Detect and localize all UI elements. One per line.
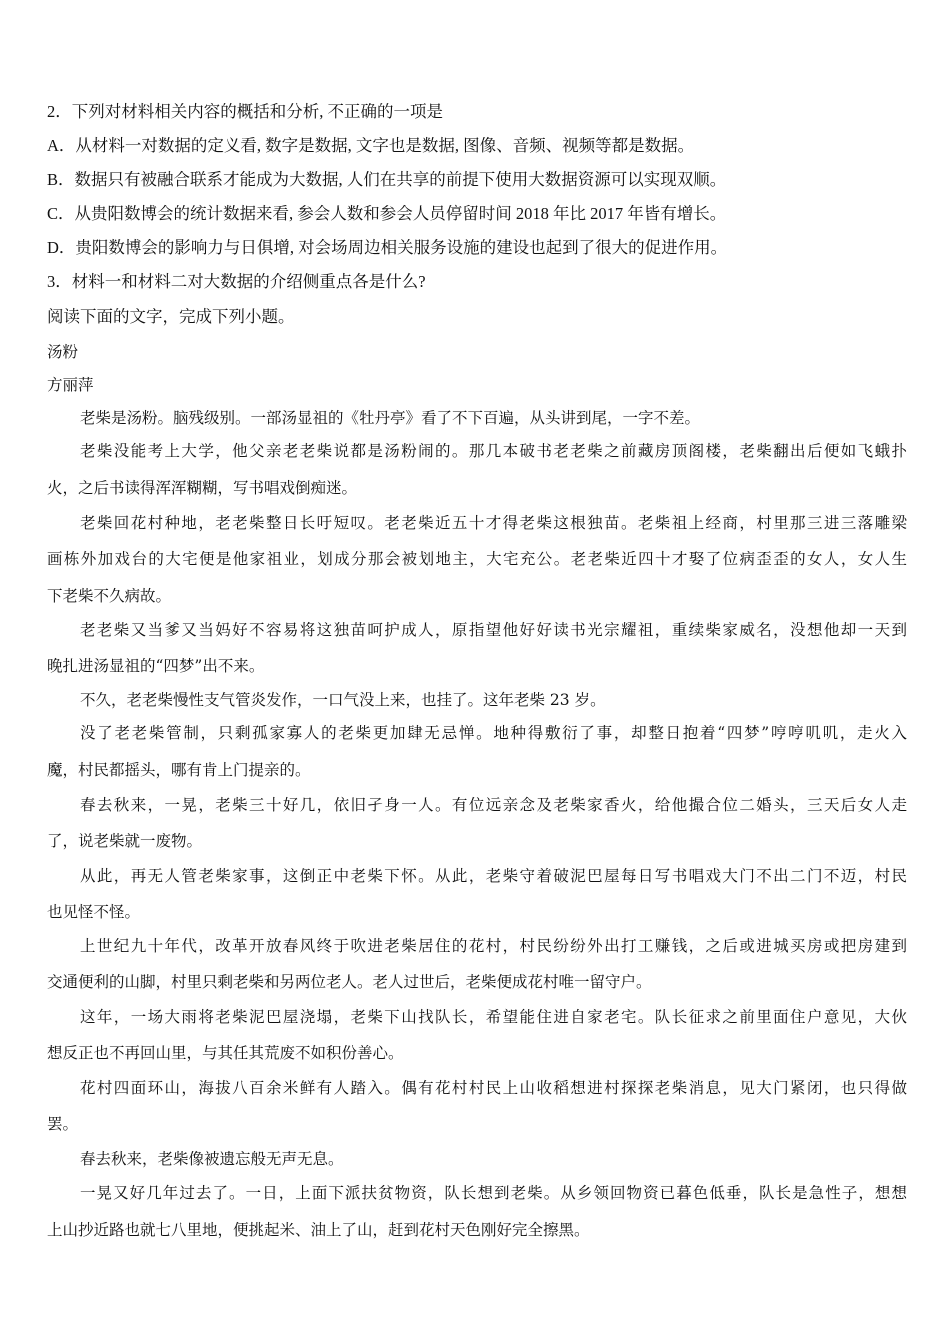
story-author: 方丽萍 bbox=[47, 376, 94, 394]
reading-instruction: 阅读下面的文字，完成下列小题。 bbox=[47, 307, 295, 326]
question-3: 3．材料一和材料二对大数据的介绍侧重点各是什么? bbox=[47, 272, 426, 291]
story-line: 老老柴又当爹又当妈好不容易将这独苗呵护成人，原指望他好好读书光宗耀祖，重续柴家威名，没想他却一天到 bbox=[80, 621, 907, 639]
story-line: 了，说老柴就一废物。 bbox=[47, 832, 203, 850]
question-2: 2．下列对材料相关内容的概括和分析, 不正确的一项是 bbox=[47, 102, 443, 121]
story-line: 不久，老老柴慢性支气管炎发作，一口气没上来，也挂了。这年老柴 23 岁。 bbox=[80, 691, 606, 709]
story-line: 老柴是汤粉。脑残级别。一部汤显祖的《牡丹亭》看了不下百遍，从头讲到尾，一字不差。 bbox=[80, 409, 701, 427]
story-line: 一晃又好几年过去了。一日，上面下派扶贫物资，队长想到老柴。从乡领回物资已暮色低垂，队长是急性子，想想 bbox=[80, 1184, 907, 1202]
story-line: 春去秋来，老柴像被遗忘般无声无息。 bbox=[80, 1150, 344, 1168]
story-line: 火，之后书读得浑浑糊糊，写书唱戏倒痴迷。 bbox=[47, 479, 358, 497]
story-line: 魔，村民都摇头，哪有肯上门提亲的。 bbox=[47, 761, 311, 779]
question-2-option-d: D．贵阳数博会的影响力与日俱增, 对会场周边相关服务设施的建设也起到了很大的促进作用。 bbox=[47, 238, 728, 257]
story-line: 罢。 bbox=[47, 1115, 79, 1133]
story-line: 老柴没能考上大学，他父亲老老柴说都是汤粉闹的。那几本破书老老柴之前藏房顶阁楼，老柴翻出后便如飞蛾扑 bbox=[80, 442, 907, 460]
story-line: 春去秋来，一晃，老柴三十好几，依旧孑身一人。有位远亲念及老柴家香火，给他撮合位二婚头，三天后女人走 bbox=[80, 796, 907, 814]
story-title: 汤粉 bbox=[47, 343, 79, 361]
story-line: 老柴回花村种地，老老柴整日长吁短叹。老老柴近五十才得老柴这根独苗。老柴祖上经商，村里那三进三落雕梁 bbox=[80, 514, 907, 532]
question-2-option-a: A．从材料一对数据的定义看, 数字是数据, 文字也是数据, 图像、音频、视频等都是数据。 bbox=[47, 136, 695, 155]
story-line: 下老柴不久病故。 bbox=[47, 587, 172, 605]
story-line: 画栋外加戏台的大宅便是他家祖业，划成分那会被划地主，大宅充公。老老柴近四十才娶了位病歪歪的女人，女人生 bbox=[47, 550, 907, 568]
story-line: 也见怪不怪。 bbox=[47, 903, 141, 921]
story-line: 没了老老柴管制，只剩孤家寡人的老柴更加肆无忌惮。地种得敷衍了事，却整日抱着“四梦”哼哼叽叽，走火入 bbox=[80, 724, 907, 742]
story-line: 上世纪九十年代，改革开放春风终于吹进老柴居住的花村，村民纷纷外出打工赚钱，之后或进城买房或把房建到 bbox=[80, 937, 907, 955]
story-line: 上山抄近路也就七八里地，便挑起米、油上了山，赶到花村天色刚好完全擦黑。 bbox=[47, 1221, 590, 1239]
question-2-option-b: B．数据只有被融合联系才能成为大数据, 人们在共享的前提下使用大数据资源可以实现双顺。 bbox=[47, 170, 727, 189]
question-2-option-c: C．从贵阳数博会的统计数据来看, 参会人数和参会人员停留时间 2018 年比 2017 年皆有增长。 bbox=[47, 204, 727, 223]
story-line: 从此，再无人管老柴家事，这倒正中老柴下怀。从此，老柴守着破泥巴屋每日写书唱戏大门不出二门不迈，村民 bbox=[80, 867, 907, 885]
story-line: 花村四面环山，海拔八百余米鲜有人踏入。偶有花村村民上山收稻想进村探探老柴消息，见大门紧闭，也只得做 bbox=[80, 1079, 907, 1097]
story-line: 晚扎进汤显祖的“四梦”出不来。 bbox=[47, 657, 265, 675]
story-line: 交通便利的山脚，村里只剩老柴和另两位老人。老人过世后，老柴便成花村唯一留守户。 bbox=[47, 973, 652, 991]
story-line: 想反正也不再回山里，与其任其荒废不如积份善心。 bbox=[47, 1044, 404, 1062]
story-line: 这年，一场大雨将老柴泥巴屋浇塌，老柴下山找队长，希望能住进自家老宅。队长征求之前里面住户意见，大伙 bbox=[80, 1008, 907, 1026]
